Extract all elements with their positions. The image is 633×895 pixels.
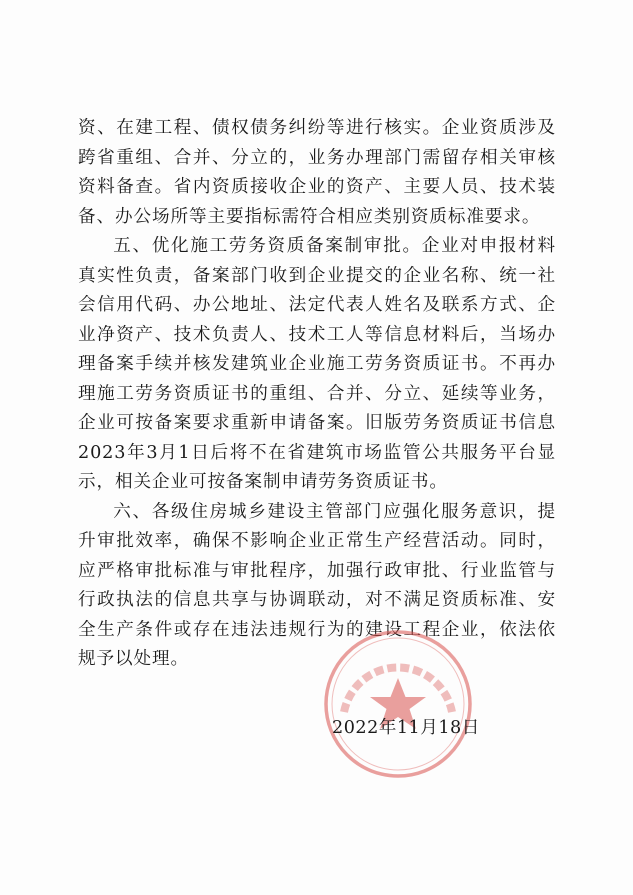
official-seal-icon [320,626,476,782]
paragraph-item-five: 五、优化施工劳务资质备案制审批。企业对申报材料真实性负责，备案部门收到企业提交的企业名称、统一社会信用代码、办公地址、法定代表人姓名及联系方式、企业净资产、技术负责人、技术工人等信息材料后，当场办理备案手续并核发建筑业企业施工劳务资质证书。不再办理施工劳务资质证书的重组、合并、分立、延续等业务，企业可按备案要求重新申请备案。旧版劳务资质证书信息2023年3月1日后将不在省建筑市场监管公共服务平台显示，相关企业可按备案制申请劳务资质证书。 [78,236,556,492]
paragraph-continuation: 资、在建工程、债权债务纠纷等进行核实。企业资质涉及跨省重组、合并、分立的，业务办理部门需留存相关审核资料备查。省内资质接收企业的资产、主要人员、技术装备、办公场所等主要指标需符合相应类别资质标准要求。 [78,118,556,227]
paragraph-item-six: 六、各级住房城乡建设主管部门应强化服务意识，提升审批效率，确保不影响企业正常生产经营活动。同时，应严格审批标准与审批程序，加强行政审批、行业监管与行政执法的信息共享与协调联动，对不满足资质标准、安全生产条件或存在违法违规行为的建设工程企业，依法依规予以处理。 [78,501,556,669]
document-date: 2022年11月18日 [332,718,480,738]
document-body [78,114,556,675]
